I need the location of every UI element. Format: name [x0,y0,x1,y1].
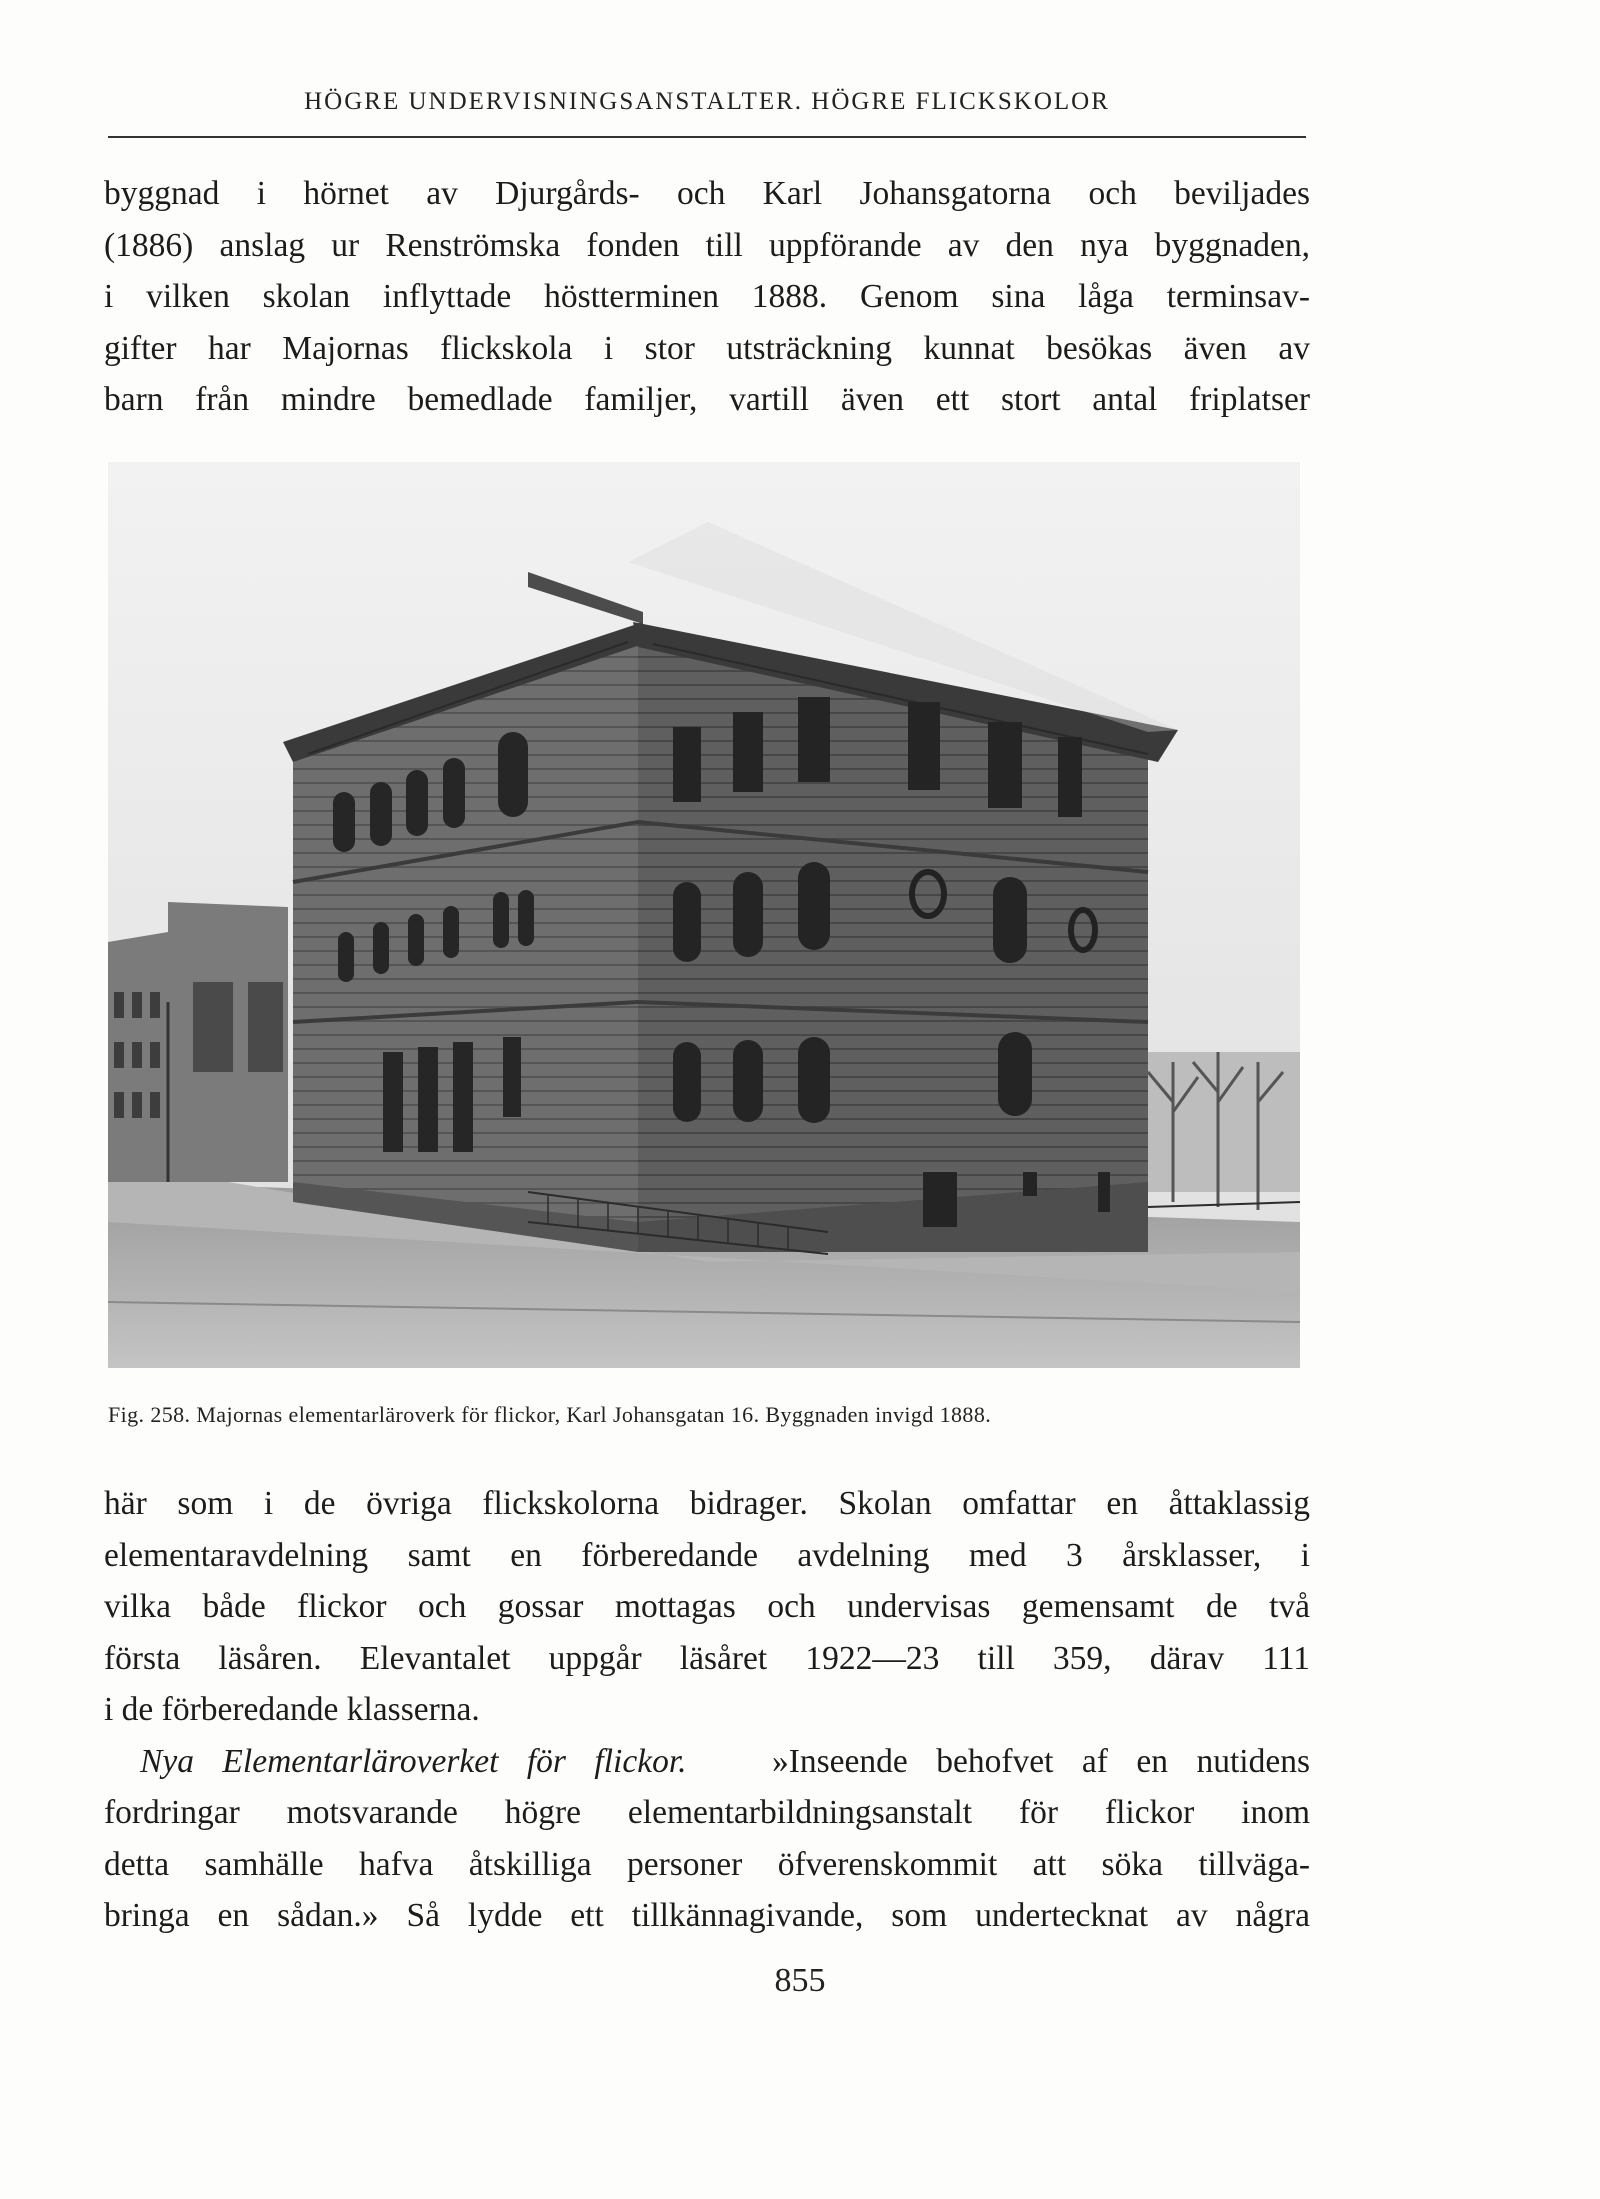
text-line: fordringar motsvarande högre elementarbildningsanstalt för flickor inom [104,1794,1310,1831]
text-line: i de förberedande klasserna. [104,1691,480,1728]
figure-caption: Fig. 258. Majornas elementarläroverk för flickor, Karl Johansgatan 16. Byggnaden invigd 1888. [108,1402,992,1427]
building-photo-illustration [108,462,1300,1368]
text-line: i vilken skolan inflyttade höstterminen 1888. Genom sina låga terminsav- [104,278,1310,315]
text-line: (1886) anslag ur Renströmska fonden till uppförande av den nya byggnaden, [104,226,1310,264]
bottom-paragraph [104,1478,1310,1942]
italic-section-title: Nya Elementarläroverket för flickor. [140,1742,687,1780]
text-line: byggnad i hörnet av Djurgårds- och Karl Johansgatorna och beviljades [104,175,1310,212]
text-line: bringa en sådan.» Så lydde ett tillkännagivande, som undertecknat av några [104,1897,1310,1934]
text-line: vilka både flickor och gossar mottagas och undervisas gemensamt de två [104,1588,1310,1625]
text-line: detta samhälle hafva åtskilliga personer öfverenskommit att söka tillväga- [104,1845,1310,1883]
building-photograph [108,462,1300,1368]
text-line: elementaravdelning samt en förberedande avdelning med 3 årsklasser, i [104,1536,1310,1574]
text-line: barn från mindre bemedlade familjer, vartill även ett stort antal friplatser [104,381,1310,418]
text-line: här som i de övriga flickskolorna bidrager. Skolan omfattar en åttaklassig [104,1485,1310,1522]
text-line: gifter har Majornas flickskola i stor utsträckning kunnat besökas även av [104,329,1310,367]
top-paragraph [104,168,1310,426]
text-line: första läsåren. Elevantalet uppgår läsåret 1922—23 till 359, därav 111 [104,1639,1310,1677]
page-number: 855 [774,1962,826,1999]
running-head: HÖGRE UNDERVISNINGSANSTALTER. HÖGRE FLICKSKOLOR [304,88,1110,115]
text-line-quote-start [104,1736,1310,1788]
header-rule [108,136,1306,138]
quote-text: »Inseende behofvet af en nutidens [771,1742,1310,1780]
